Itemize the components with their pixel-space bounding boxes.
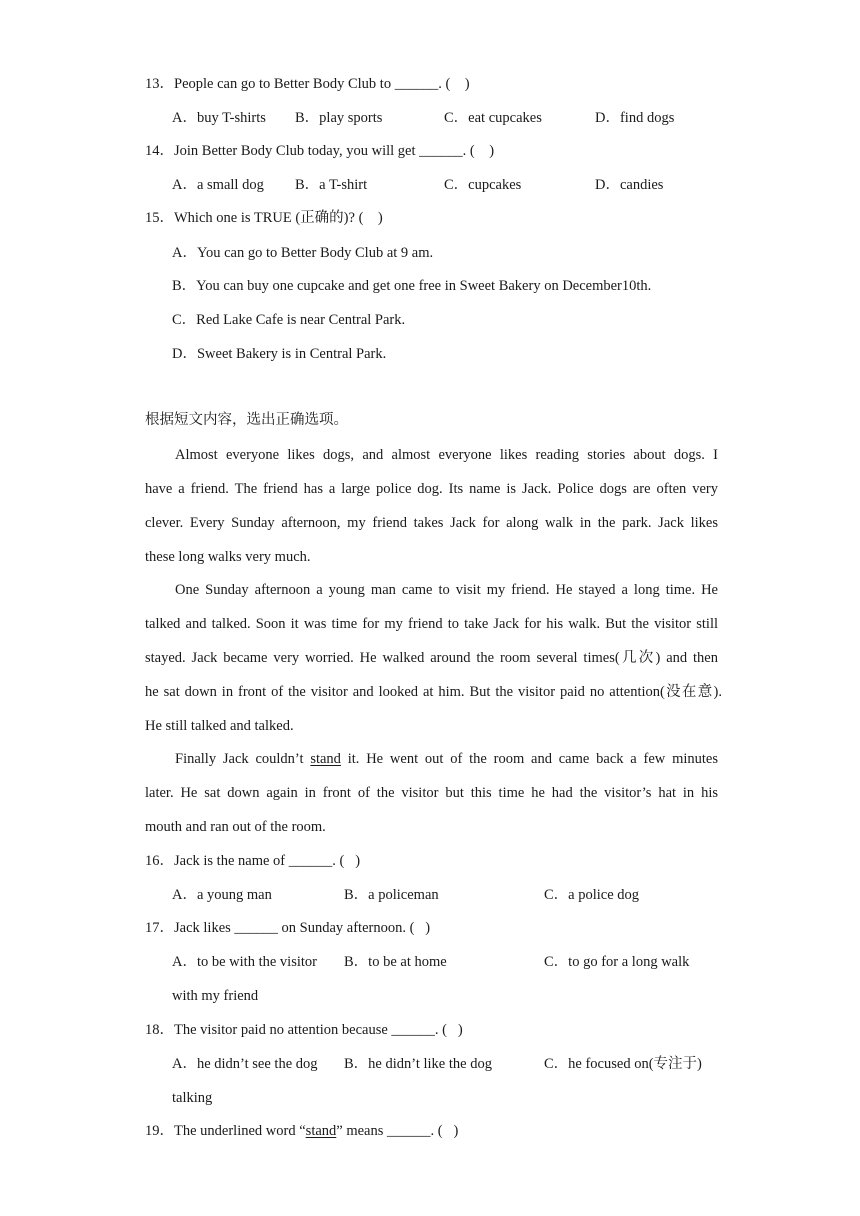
passage-p1-line-1: Almost everyone likes dogs, and almost everyone likes reading stories about dogs. I (175, 447, 718, 463)
passage-p3-text-before: Finally Jack couldn’t (175, 751, 311, 767)
passage-p1-line-2: have a friend. The friend has a large police dog. Its name is Jack. Police dogs are often very (145, 481, 718, 497)
q16-option-a: A．a young man (172, 887, 272, 903)
passage-p2-line-5: He still talked and talked. (145, 718, 294, 734)
passage-p2-line-4: he sat down in front of the visitor and looked at him. But the visitor paid no attention(没在意). (145, 684, 722, 700)
q14-option-d: D．candies (595, 177, 664, 193)
q18-option-c: C．he focused on(专注于) (544, 1056, 702, 1072)
q15-option-c: C．Red Lake Cafe is near Central Park. (172, 312, 406, 328)
q15-option-a: A．You can go to Better Body Club at 9 am. (172, 245, 434, 261)
q13-option-a: A．buy T-shirts (172, 110, 266, 126)
question-19 (145, 1122, 458, 1140)
question-16: 16．Jack is the name of ______. ( ) (145, 853, 361, 869)
q16-option-c: C．a police dog (544, 887, 640, 903)
q16-option-b: B．a policeman (344, 887, 439, 903)
q15-option-d: D．Sweet Bakery is in Central Park. (172, 346, 387, 362)
q14-option-b: B．a T-shirt (295, 177, 368, 193)
q17-option-c: C．to go for a long walk (544, 954, 690, 970)
passage-p3-line-3: mouth and ran out of the room. (145, 819, 326, 835)
q19-underlined-word: stand (305, 1123, 337, 1139)
q19-stem-after: ” means ______. ( ) (336, 1123, 459, 1139)
q13-option-d: D．find dogs (595, 110, 675, 126)
question-14: 14．Join Better Body Club today, you will get ______. ( ) (145, 143, 495, 159)
q14-option-a: A．a small dog (172, 177, 264, 193)
q19-stem-before: 19．The underlined word “ (145, 1123, 306, 1139)
q18-option-b: B．he didn’t like the dog (344, 1056, 492, 1072)
passage-p3-line-2: later. He sat down again in front of the visitor but this time he had the visitor’s hat in his (145, 785, 718, 801)
question-15: 15．Which one is TRUE (正确的)? ( ) (145, 210, 383, 226)
q17-option-c-continuation: with my friend (172, 988, 259, 1004)
section-instruction: 根据短文内容，选出正确选项。 (145, 412, 348, 428)
passage-p1-line-3: clever. Every Sunday afternoon, my friend takes Jack for along walk in the park. Jack likes (145, 515, 718, 531)
passage-p2-line-2: talked and talked. Soon it was time for my friend to take Jack for his walk. But the visitor still (145, 616, 718, 632)
q18-option-a: A．he didn’t see the dog (172, 1056, 318, 1072)
q15-option-b: B．You can buy one cupcake and get one free in Sweet Bakery on December10th. (172, 278, 652, 294)
underlined-word-stand: stand (310, 751, 341, 767)
q14-option-c: C．cupcakes (444, 177, 522, 193)
q13-option-b: B．play sports (295, 110, 383, 126)
passage-p2-line-3: stayed. Jack became very worried. He walked around the room several times(几次) and then (145, 650, 718, 666)
passage-p3-line-1 (175, 750, 718, 768)
question-18: 18．The visitor paid no attention because ______. ( ) (145, 1022, 463, 1038)
q17-option-b: B．to be at home (344, 954, 447, 970)
passage-p2-line-1: One Sunday afternoon a young man came to visit my friend. He stayed a long time. He (175, 582, 718, 598)
q13-option-c: C．eat cupcakes (444, 110, 542, 126)
q18-option-c-continuation: talking (172, 1090, 213, 1106)
passage-p1-line-4: these long walks very much. (145, 549, 311, 565)
question-13: 13．People can go to Better Body Club to ______. ( ) (145, 76, 470, 92)
passage-p3-text-after: it. He went out of the room and came back a few minutes (340, 751, 718, 767)
question-17: 17．Jack likes ______ on Sunday afternoon. ( ) (145, 920, 431, 936)
q17-option-a: A．to be with the visitor (172, 954, 317, 970)
